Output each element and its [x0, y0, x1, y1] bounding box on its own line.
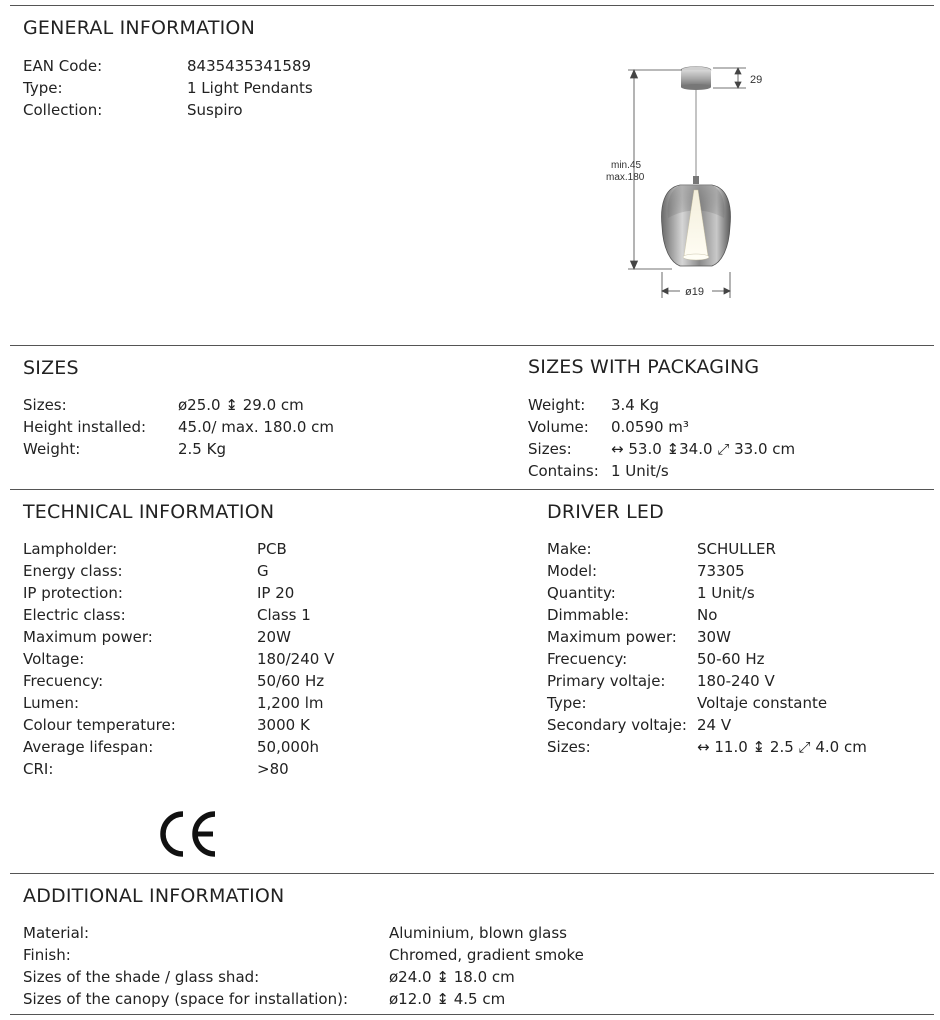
row-value: 3000 K — [257, 716, 310, 734]
row-label: Frecuency: — [23, 672, 104, 690]
row-label: Weight: — [528, 396, 586, 414]
row-label: Volume: — [528, 418, 589, 436]
row-label: Electric class: — [23, 606, 126, 624]
row-value: Voltaje constante — [697, 694, 828, 712]
row-value: >80 — [257, 760, 289, 778]
depth-arrow-icon: ⤢ — [798, 738, 811, 756]
diameter-value: ø25.0 — [178, 396, 221, 414]
row-label: EAN Code: — [23, 57, 103, 75]
height-arrow-icon: ↨ — [752, 738, 766, 756]
row-label: Colour temperature: — [23, 716, 176, 734]
height-arrow-icon: ↨ — [436, 990, 449, 1008]
light-cone-base — [683, 254, 709, 260]
row-value: 1 Light Pendants — [187, 79, 313, 97]
row-value — [389, 966, 515, 988]
canopy-height-dimension — [713, 68, 746, 88]
row-value: G — [257, 562, 269, 580]
diameter-value: ø24.0 — [389, 968, 432, 986]
diameter-value: ø12.0 — [389, 990, 432, 1008]
row-value: Suspiro — [187, 101, 243, 119]
width-value: 53.0 — [628, 440, 662, 458]
row-label: Contains: — [528, 462, 599, 480]
additional-title: ADDITIONAL INFORMATION — [23, 885, 285, 907]
depth-value: 4.0 cm — [815, 738, 867, 756]
row-label: Secondary voltaje: — [547, 716, 687, 734]
technical-title: TECHNICAL INFORMATION — [23, 501, 275, 523]
row-label: Maximum power: — [547, 628, 677, 646]
ce-mark-icon — [155, 810, 219, 858]
row-value: 0.0590 m³ — [611, 418, 689, 436]
row-label: Sizes: — [23, 396, 67, 414]
top-divider — [10, 5, 934, 6]
row-value: 180/240 V — [257, 650, 335, 668]
width-arrow-icon: ↔ — [697, 738, 710, 756]
row-label: Sizes of the canopy (space for installation): — [23, 990, 349, 1008]
row-label: Weight: — [23, 440, 81, 458]
row-value: 20W — [257, 628, 291, 646]
row-label: Type: — [23, 79, 63, 97]
row-label: Energy class: — [23, 562, 123, 580]
diameter-label: ø19 — [685, 286, 704, 298]
shade-holder — [693, 176, 699, 184]
row-label: Sizes: — [528, 440, 572, 458]
row-value: 45.0/ max. 180.0 cm — [178, 418, 335, 436]
row-label: Average lifespan: — [23, 738, 154, 756]
row-value: Chromed, gradient smoke — [389, 946, 584, 964]
row-value — [178, 394, 304, 416]
canopy-shape — [681, 67, 711, 91]
height-arrow-icon: ↨ — [225, 396, 238, 414]
row-label: Height installed: — [23, 418, 147, 436]
row-label: Lumen: — [23, 694, 80, 712]
max-height-label: max.180 — [606, 172, 645, 183]
canopy-height-label: 29 — [750, 74, 763, 86]
row-label: Type: — [547, 694, 587, 712]
divider-technical — [10, 489, 934, 490]
row-value: 2.5 Kg — [178, 440, 226, 458]
bottom-divider — [10, 1014, 934, 1015]
row-label: Model: — [547, 562, 598, 580]
row-label: Frecuency: — [547, 650, 628, 668]
row-value — [611, 438, 795, 460]
general-title: GENERAL INFORMATION — [23, 17, 255, 39]
depth-value: 33.0 cm — [734, 440, 796, 458]
height-value: 2.5 — [769, 738, 794, 756]
row-value: 8435435341589 — [187, 57, 312, 75]
row-label: Voltage: — [23, 650, 85, 668]
row-value: 50,000h — [257, 738, 319, 756]
min-height-label: min.45 — [611, 160, 642, 171]
height-arrow-icon: ↨ — [666, 440, 680, 458]
row-value: No — [697, 606, 718, 624]
divider-sizes — [10, 345, 934, 346]
width-value: 11.0 — [714, 738, 748, 756]
row-value: 50/60 Hz — [257, 672, 325, 690]
sizes-title: SIZES — [23, 357, 79, 379]
row-label: CRI: — [23, 760, 54, 778]
row-label: Primary voltaje: — [547, 672, 666, 690]
row-label: Quantity: — [547, 584, 616, 602]
height-value: 4.5 cm — [453, 990, 506, 1008]
row-value: Aluminium, blown glass — [389, 924, 567, 942]
height-value: 29.0 cm — [242, 396, 304, 414]
row-label: Material: — [23, 924, 89, 942]
row-label: Make: — [547, 540, 592, 558]
row-value — [389, 988, 505, 1010]
row-label: Lampholder: — [23, 540, 118, 558]
row-value: Class 1 — [257, 606, 311, 624]
row-value: 1 Unit/s — [611, 462, 669, 480]
row-value: PCB — [257, 540, 287, 558]
row-label: Sizes: — [547, 738, 591, 756]
row-value: 3.4 Kg — [611, 396, 659, 414]
packaging-title: SIZES WITH PACKAGING — [528, 356, 760, 378]
row-value: SCHULLER — [697, 540, 776, 558]
row-label: Finish: — [23, 946, 71, 964]
row-value: 1,200 lm — [257, 694, 324, 712]
width-arrow-icon: ↔ — [611, 440, 624, 458]
row-value: 30W — [697, 628, 731, 646]
row-value: 24 V — [697, 716, 732, 734]
row-label: Sizes of the shade / glass shad: — [23, 968, 260, 986]
row-label: Dimmable: — [547, 606, 630, 624]
row-label: IP protection: — [23, 584, 123, 602]
driver-title: DRIVER LED — [547, 501, 664, 523]
height-arrow-icon: ↨ — [436, 968, 449, 986]
depth-arrow-icon: ⤢ — [717, 440, 730, 458]
row-value — [697, 736, 867, 758]
row-value: 180-240 V — [697, 672, 775, 690]
row-label: Collection: — [23, 101, 103, 119]
row-value: IP 20 — [257, 584, 295, 602]
row-value: 50-60 Hz — [697, 650, 765, 668]
row-value: 1 Unit/s — [697, 584, 755, 602]
divider-additional — [10, 873, 934, 874]
row-value: 73305 — [697, 562, 745, 580]
height-value: 34.0 — [679, 440, 713, 458]
row-label: Maximum power: — [23, 628, 153, 646]
height-value: 18.0 cm — [453, 968, 515, 986]
pendant-dimension-diagram — [590, 58, 790, 308]
